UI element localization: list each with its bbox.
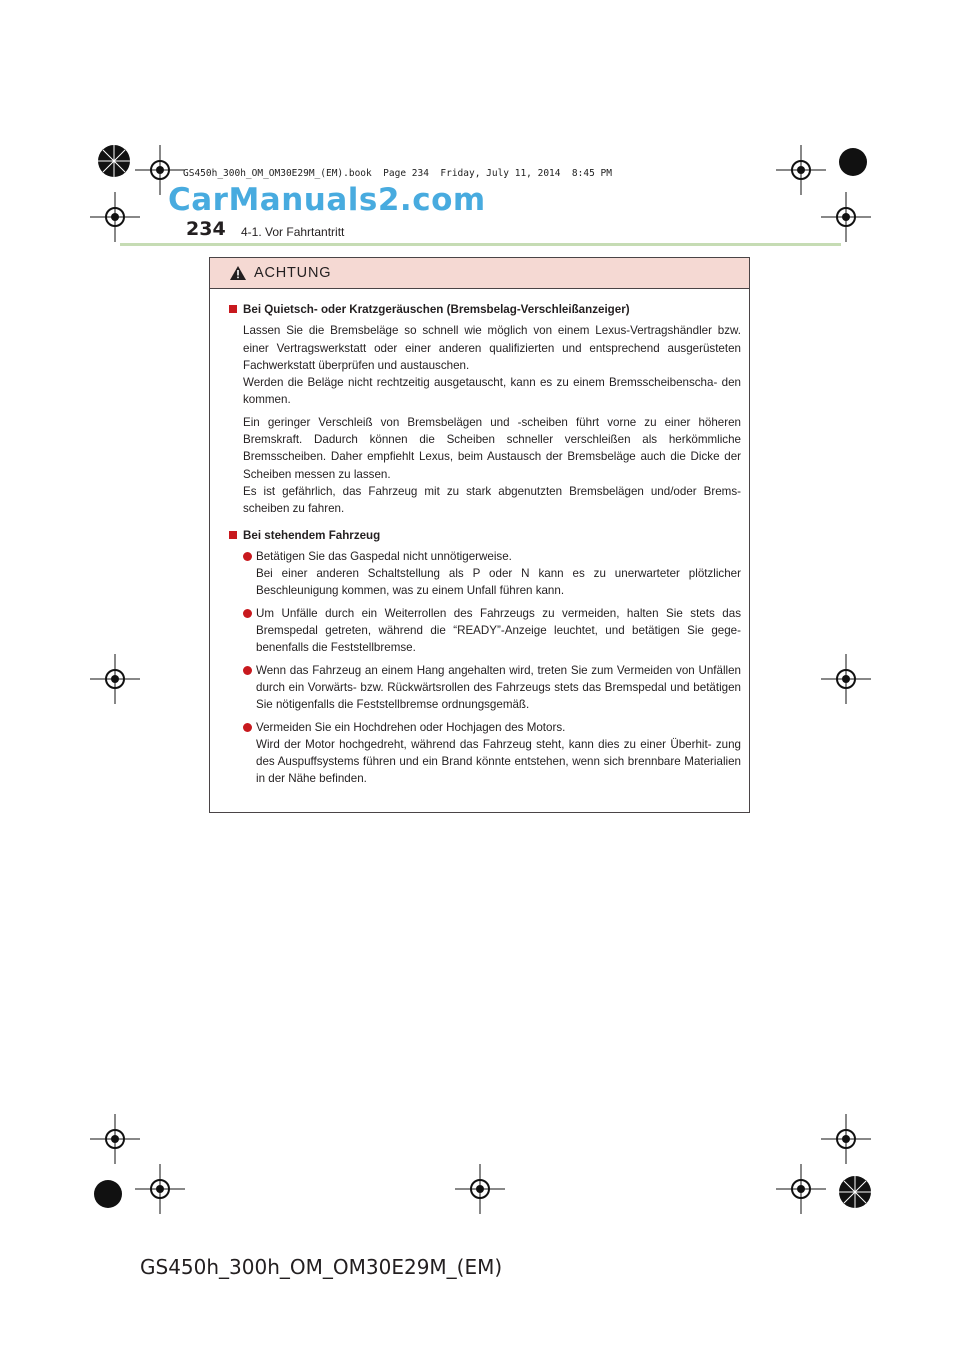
crosshair-mark-icon bbox=[776, 145, 826, 195]
paragraph: Es ist gefährlich, das Fahrzeug mit zu stark abgenutzten Bremsbelägen und/oder Brems- scheiben zu fahren. bbox=[243, 484, 741, 516]
crosshair-mark-icon bbox=[821, 654, 871, 704]
crosshair-mark-icon bbox=[821, 192, 871, 242]
crosshair-mark-icon bbox=[776, 1164, 826, 1214]
warning-title: ACHTUNG bbox=[254, 265, 332, 281]
paragraph: Lassen Sie die Bremsbeläge so schnell wie möglich von einem Lexus-Vertragshändler bzw. einer Vertragswerkstatt oder einer anderen qualifizierten und entsprechend ausgerüsteten Fachwerkstatt überprüfen und austauschen. bbox=[243, 324, 741, 372]
warning-header bbox=[210, 258, 749, 289]
list-item-text: Bei einer anderen Schaltstellung als P oder N kann es zu unerwarteter plötzlicher Beschleunigung kommen, was zu einem Unfall führen kann. bbox=[256, 567, 741, 598]
crosshair-mark-icon bbox=[90, 1114, 140, 1164]
list-item-text: Um Unfälle durch ein Weiterrollen des Fahrzeugs zu vermeiden, halten Sie stets das Bremspedal getreten, während die “READY”-Anzeige leuchtet, und betätigen Sie gege- benenfalls die Feststellbremse. bbox=[256, 606, 741, 655]
registration-mark-icon bbox=[827, 1164, 883, 1220]
warning-body bbox=[210, 289, 749, 788]
round-bullet-icon bbox=[243, 609, 252, 618]
square-bullet-icon bbox=[229, 305, 237, 313]
round-bullet-icon bbox=[243, 666, 252, 675]
round-bullet-icon bbox=[243, 723, 252, 732]
warning-box bbox=[209, 257, 750, 813]
subheading-text: Bei Quietsch- oder Kratzgeräuschen (Bremsbelag-Verschleißanzeiger) bbox=[243, 303, 630, 316]
round-bullet-icon bbox=[243, 552, 252, 561]
list-item bbox=[243, 548, 741, 600]
subheading bbox=[229, 527, 741, 544]
registration-dot-icon bbox=[91, 1177, 125, 1211]
section-title: 4-1. Vor Fahrtantritt bbox=[241, 225, 345, 239]
paragraph: Werden die Beläge nicht rechtzeitig ausgetauscht, kann es zu einem Bremsscheibenscha- den kommen. bbox=[243, 376, 741, 407]
print-info: GS450h_300h_OM_OM30E29M_(EM).book Page 234 Friday, July 11, 2014 8:45 PM bbox=[183, 168, 612, 179]
watermark[interactable]: CarManuals2.com bbox=[168, 182, 486, 218]
footer-code: GS450h_300h_OM_OM30E29M_(EM) bbox=[140, 1255, 503, 1279]
registration-dot-icon bbox=[836, 145, 870, 179]
crosshair-mark-icon bbox=[90, 192, 140, 242]
crosshair-mark-icon bbox=[455, 1164, 505, 1214]
paragraph: Ein geringer Verschleiß von Bremsbelägen und -scheiben führt vorne zu einer höheren Bremskraft. Dadurch können die Scheiben schneller verschleißen als herkömmliche Bremsscheiben. Daher empfiehlt Lexus, beim Austausch der Bremsbeläge auch die Dicke der Scheiben messen zu lassen. bbox=[243, 415, 741, 481]
list-item-text: Vermeiden Sie ein Hochdrehen oder Hochjagen des Motors. bbox=[256, 720, 566, 734]
list-item-text: Wird der Motor hochgedreht, während das Fahrzeug steht, kann dies zu einer Überhit- zung des Auspuffsystems führen und ein Brand könnte entstehen, wenn sich brennbare Materialien in der Nähe befinden. bbox=[256, 737, 741, 786]
warning-triangle-icon bbox=[229, 265, 247, 281]
page-number: 234 bbox=[186, 218, 226, 240]
list-item bbox=[243, 719, 741, 788]
list-item bbox=[243, 605, 741, 657]
list-item-text: Betätigen Sie das Gaspedal nicht unnötigerweise. bbox=[256, 549, 512, 563]
crosshair-mark-icon bbox=[90, 654, 140, 704]
crosshair-mark-icon bbox=[135, 1164, 185, 1214]
list-item-text: Wenn das Fahrzeug an einem Hang angehalten wird, treten Sie zum Vermeiden von Unfällen durch ein Vorwärts- bzw. Rückwärtsrollen des Fahrzeugs stets das Bremspedal und betätigen Sie nötigenfalls die Feststellbremse ordnungsgemäß. bbox=[256, 663, 741, 712]
registration-mark-icon bbox=[86, 133, 142, 189]
subheading-text: Bei stehendem Fahrzeug bbox=[243, 528, 381, 542]
list-item bbox=[243, 662, 741, 714]
square-bullet-icon bbox=[229, 531, 237, 539]
crosshair-mark-icon bbox=[821, 1114, 871, 1164]
header-rule bbox=[120, 243, 841, 246]
subheading bbox=[229, 301, 741, 318]
